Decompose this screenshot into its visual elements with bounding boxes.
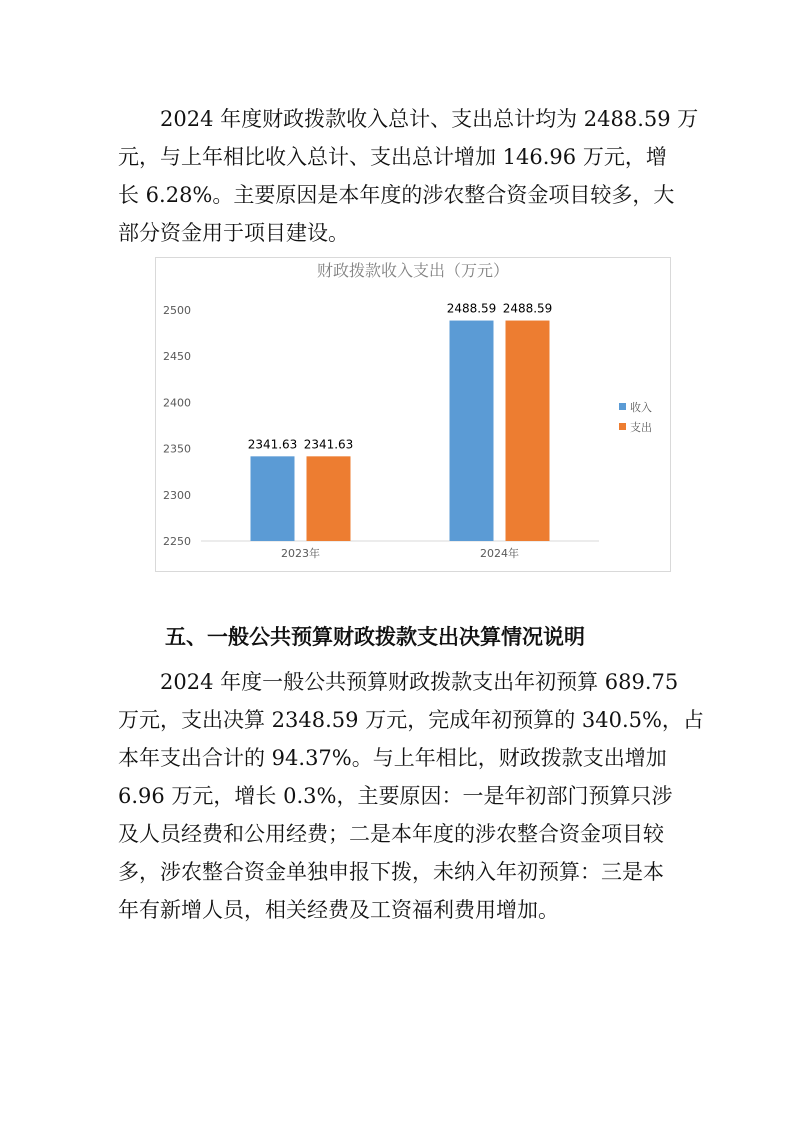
y-tick-label: 2500 — [163, 304, 191, 317]
text-line: 部分资金用于项目建设。 — [118, 221, 349, 245]
bar — [450, 321, 494, 541]
legend-label: 收入 — [630, 401, 652, 414]
text-line: 年有新增人员，相关经费及工资福利费用增加。 — [118, 898, 559, 922]
text-line: 多，涉农整合资金单独申报下拨，未纳入年初预算：三是本 — [118, 860, 664, 884]
text-line: 2024 年度一般公共预算财政拨款支出年初预算 689.75 — [118, 670, 679, 694]
y-tick-label: 2400 — [163, 396, 191, 410]
legend-swatch — [619, 423, 626, 430]
data-label: 2341.63 — [303, 437, 354, 452]
text-line: 长 6.28%。主要原因是本年度的涉农整合资金项目较多，大 — [118, 183, 675, 207]
text-line: 本年支出合计的 94.37%。与上年相比，财政拨款支出增加 — [118, 746, 667, 770]
paragraph-general-budget — [118, 663, 704, 929]
data-label: 2488.59 — [502, 301, 553, 316]
text-line: 及人员经费和公用经费；二是本年度的涉农整合资金项目较 — [118, 822, 664, 846]
legend-label: 支出 — [630, 421, 652, 434]
chart-canvas — [156, 258, 670, 571]
section-heading: 五、一般公共预算财政拨款支出决算情况说明 — [165, 625, 585, 649]
bar-chart — [155, 257, 671, 572]
bar — [506, 321, 550, 541]
text-line: 元，与上年相比收入总计、支出总计增加 146.96 万元，增 — [118, 145, 667, 169]
bar — [251, 456, 295, 541]
data-label: 2341.63 — [247, 437, 298, 452]
paragraph-revenue-expenditure — [118, 100, 699, 252]
x-tick-label: 2024年 — [480, 547, 519, 560]
bar — [307, 456, 351, 541]
data-label: 2488.59 — [446, 301, 497, 316]
text-line: 万元，支出决算 2348.59 万元，完成年初预算的 340.5%，占 — [118, 708, 704, 732]
text-line: 6.96 万元，增长 0.3%，主要原因：一是年初部门预算只涉 — [118, 784, 673, 808]
y-tick-label: 2350 — [163, 442, 191, 456]
chart-title: 财政拨款收入支出（万元） — [316, 261, 510, 280]
legend-swatch — [619, 403, 626, 410]
x-tick-label: 2023年 — [281, 547, 320, 560]
y-tick-label: 2300 — [163, 488, 191, 502]
y-tick-label: 2450 — [163, 350, 191, 364]
y-tick-label: 2250 — [163, 535, 191, 548]
text-line: 2024 年度财政拨款收入总计、支出总计均为 2488.59 万 — [118, 107, 699, 131]
